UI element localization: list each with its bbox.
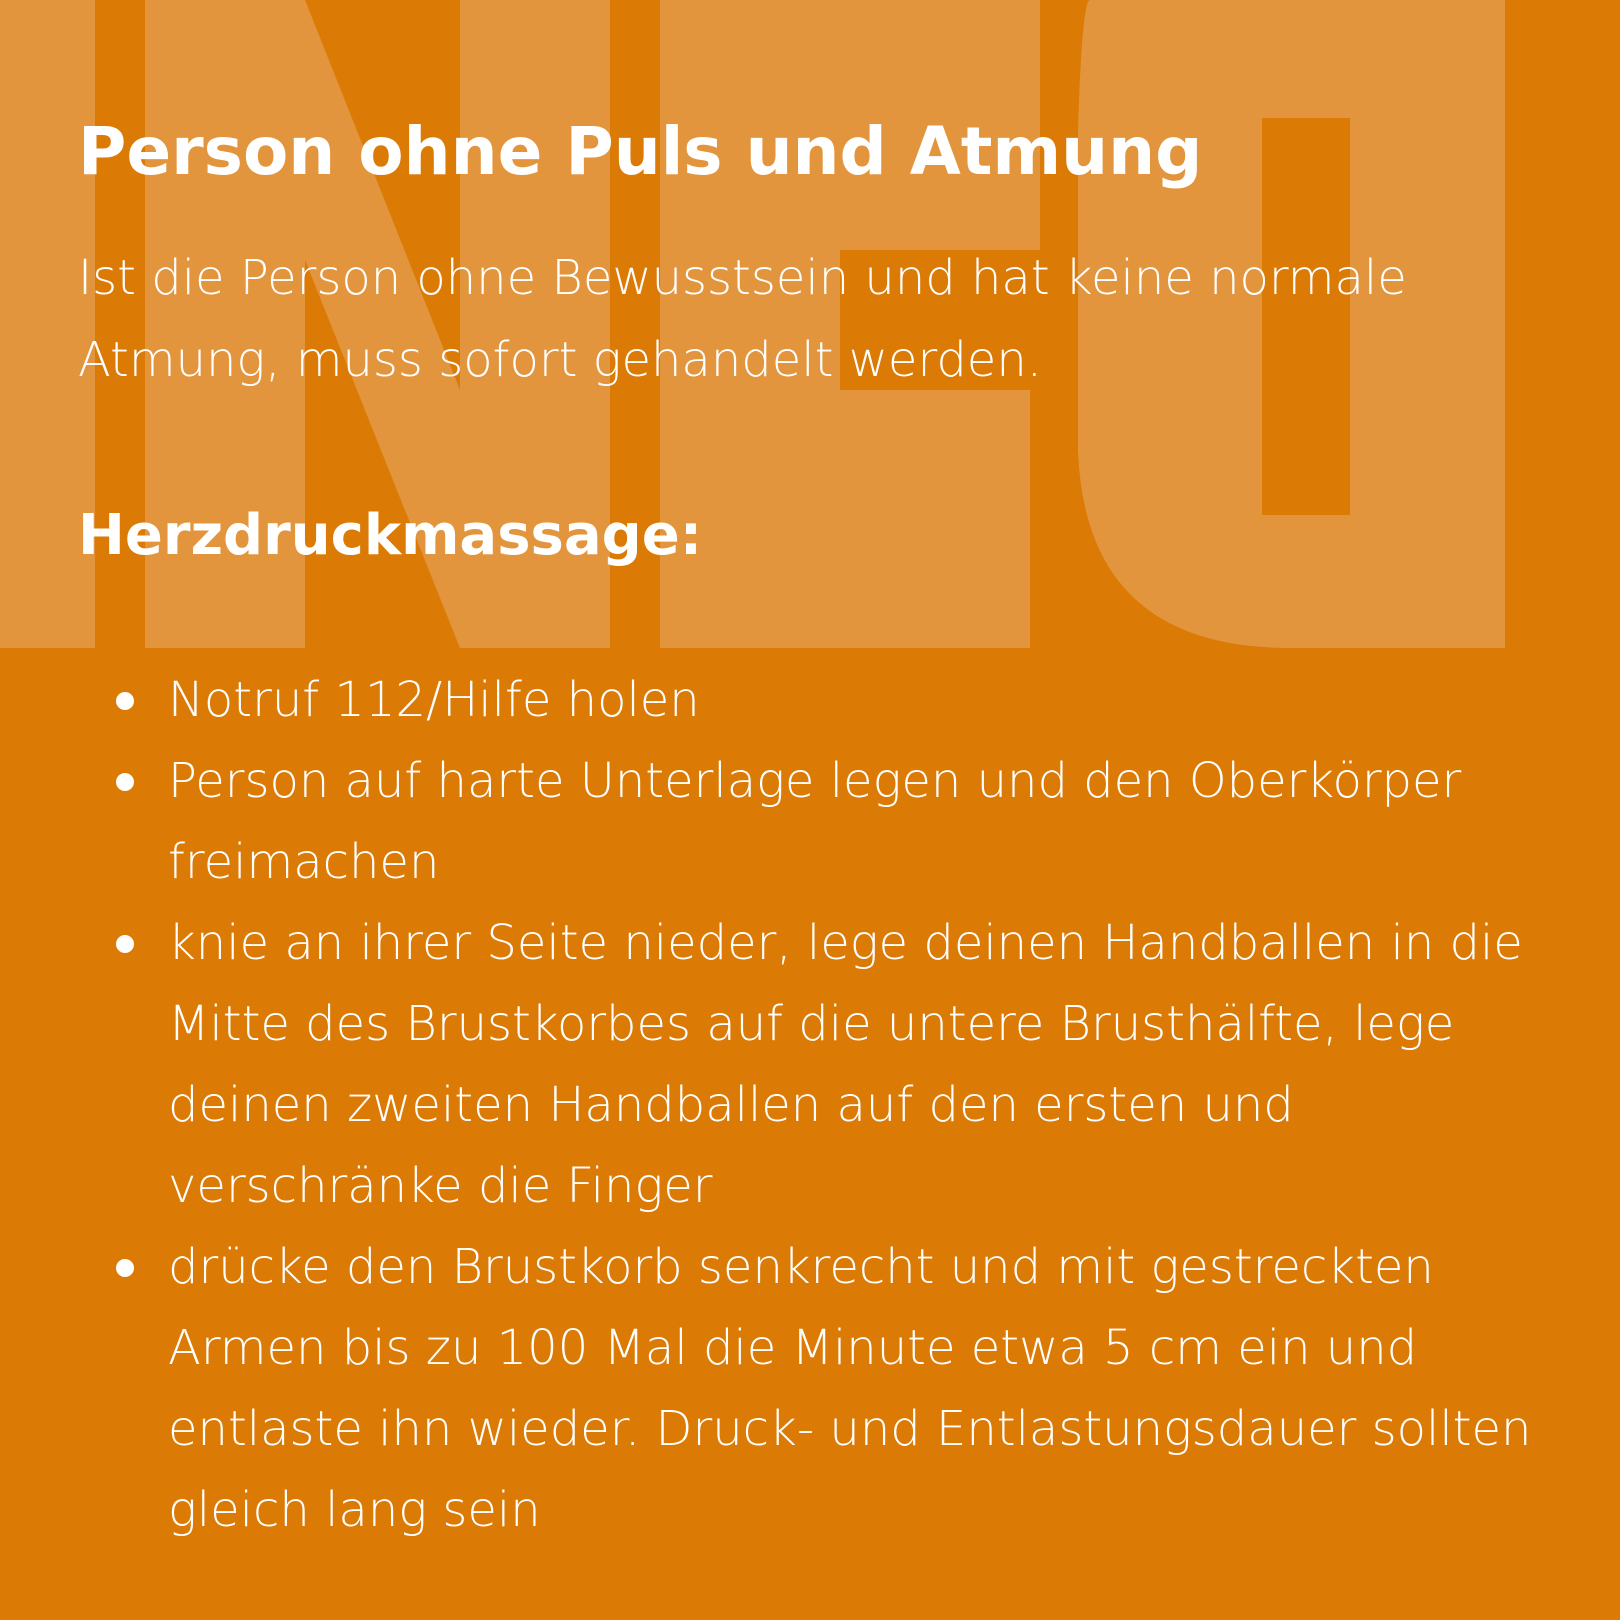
list-item xyxy=(168,903,1588,1227)
section-heading: Herzdruckmassage: xyxy=(78,503,703,568)
list-item xyxy=(168,1227,1588,1551)
bullet-icon xyxy=(116,935,134,953)
step-text: Person auf harte Unterlage legen und den Oberkörper freimachen xyxy=(168,753,1462,890)
list-item xyxy=(168,741,1588,903)
step-text: knie an ihrer Seite nieder, lege deinen Handballen in die Mitte des Brustkorbes auf die untere Brusthälfte, lege deinen zweiten Handballen auf den ersten und verschränke die Finger xyxy=(168,915,1523,1214)
step-text: Notruf 112/Hilfe holen xyxy=(168,672,700,728)
intro-text: Ist die Person ohne Bewusstsein und hat keine normale Atmung, muss sofort gehandelt werden. xyxy=(78,250,1407,388)
bullet-icon xyxy=(116,1259,134,1277)
step-text: drücke den Brustkorb senkrecht und mit gestreckten Armen bis zu 100 Mal die Minute etwa 5 cm ein und entlaste ihn wieder. Druck- und Entlastungsdauer sollten gleich lang sein xyxy=(168,1239,1532,1538)
list-item xyxy=(168,660,1588,741)
steps-list xyxy=(168,660,1588,1551)
bullet-icon xyxy=(116,773,134,791)
page-title: Person ohne Puls und Atmung xyxy=(78,113,1203,190)
bullet-icon xyxy=(116,692,134,710)
